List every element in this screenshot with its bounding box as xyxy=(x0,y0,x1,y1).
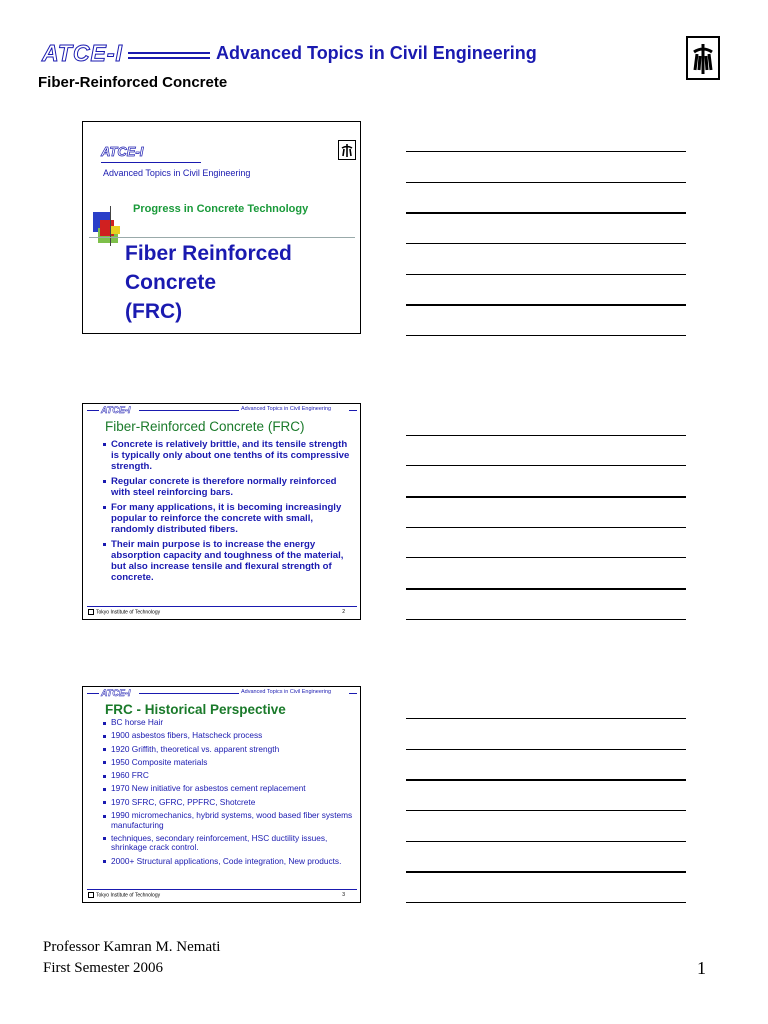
bullet-item: 1950 Composite materials xyxy=(103,758,355,768)
slide-2 xyxy=(82,403,361,620)
page-subtitle: Fiber-Reinforced Concrete xyxy=(38,74,228,91)
slide-header-rule xyxy=(139,410,239,411)
header-rule-bottom xyxy=(128,57,210,59)
bullet-item: Regular concrete is therefore normally reinforced with steel reinforcing bars. xyxy=(103,476,355,498)
slide-footer xyxy=(88,609,160,615)
bullet-item: 1920 Griffith, theoretical vs. apparent strength xyxy=(103,745,355,755)
slide-number: 3 xyxy=(342,892,345,898)
footer-author: Professor Kamran M. Nemati xyxy=(43,939,221,955)
decorative-horizontal-line xyxy=(89,237,355,238)
decorative-square-yellow xyxy=(110,226,120,234)
bullet-item: 1970 New initiative for asbestos cement replacement xyxy=(103,784,355,794)
header-rule-top xyxy=(128,52,210,54)
slide-title xyxy=(125,239,292,326)
slide-footer xyxy=(88,892,160,898)
slide-1 xyxy=(82,121,361,334)
note-line xyxy=(406,557,686,558)
note-line xyxy=(406,588,686,590)
note-line xyxy=(406,619,686,620)
note-line xyxy=(406,212,686,214)
slide-topic: Advanced Topics in Civil Engineering xyxy=(103,168,251,178)
university-emblem-icon xyxy=(686,36,720,80)
institute-logo-icon xyxy=(88,892,94,898)
note-line xyxy=(406,841,686,842)
slide-progress-text: Progress in Concrete Technology xyxy=(133,203,309,215)
note-line xyxy=(406,435,686,436)
bullet-list xyxy=(103,439,355,587)
header-logo-text: ATCE-I xyxy=(42,40,123,66)
slide-heading: Fiber-Reinforced Concrete (FRC) xyxy=(105,419,305,434)
bullet-item: 2000+ Structural applications, Code integration, New products. xyxy=(103,857,355,867)
bullet-item: Their main purpose is to increase the energy absorption capacity and toughness of the material, but also increase tensile and flexural strength of concrete. xyxy=(103,539,355,583)
note-line xyxy=(406,810,686,811)
bullet-list xyxy=(103,718,355,870)
note-line xyxy=(406,749,686,750)
slide-header-rule xyxy=(87,693,99,694)
institute-logo-icon xyxy=(88,609,94,615)
note-line xyxy=(406,151,686,152)
slide-title-line: Concrete xyxy=(125,271,217,294)
bullet-item: 1960 FRC xyxy=(103,771,355,781)
header-title: Advanced Topics in Civil Engineering xyxy=(216,43,537,63)
note-line xyxy=(406,527,686,528)
note-line xyxy=(406,182,686,183)
slide-header-rule xyxy=(139,693,239,694)
note-line xyxy=(406,243,686,244)
bullet-item: 1900 asbestos fibers, Hatscheck process xyxy=(103,731,355,741)
note-line xyxy=(406,871,686,873)
slide-number: 2 xyxy=(342,609,345,615)
slide-logo-text: ATCE-I xyxy=(101,405,131,415)
slide-title-line: (FRC) xyxy=(125,300,183,323)
slide-header-rule xyxy=(349,410,357,411)
page-number: 1 xyxy=(697,958,706,978)
bullet-item: BC horse Hair xyxy=(103,718,355,728)
slide-footer-rule xyxy=(87,889,357,890)
slide-title-line: Fiber Reinforced xyxy=(125,242,292,265)
slide-3 xyxy=(82,686,361,903)
slide-header-rule xyxy=(87,410,99,411)
note-line xyxy=(406,496,686,498)
footer-semester: First Semester 2006 xyxy=(43,960,163,976)
slide-footer-text: Tokyo Institute of Technology xyxy=(96,892,161,898)
note-line xyxy=(406,274,686,275)
bullet-item: 1990 micromechanics, hybrid systems, wood based fiber systems manufacturing xyxy=(103,811,355,830)
note-line xyxy=(406,335,686,336)
bullet-item: 1970 SFRC, GFRC, PPFRC, Shotcrete xyxy=(103,798,355,808)
slide-heading: FRC - Historical Perspective xyxy=(105,702,286,717)
note-line xyxy=(406,779,686,781)
decorative-vertical-line xyxy=(110,206,111,246)
note-line xyxy=(406,718,686,719)
note-line xyxy=(406,465,686,466)
slide-topic: Advanced Topics in Civil Engineering xyxy=(241,406,332,412)
slide-logo-underline xyxy=(101,162,201,163)
university-emblem-icon xyxy=(338,140,356,160)
slide-logo-text: ATCE-I xyxy=(101,144,144,159)
slide-topic: Advanced Topics in Civil Engineering xyxy=(241,689,332,695)
slide-footer-text: Tokyo Institute of Technology xyxy=(96,609,161,615)
slide-footer-rule xyxy=(87,606,357,607)
bullet-item: Concrete is relatively brittle, and its tensile strength is typically only about one tenths of its compressive strength. xyxy=(103,439,355,472)
note-line xyxy=(406,902,686,903)
bullet-item: techniques, secondary reinforcement, HSC ductility issues, shrinkage crack control. xyxy=(103,834,355,853)
bullet-item: For many applications, it is becoming increasingly popular to reinforce the concrete with small, randomly distributed fibers. xyxy=(103,502,355,535)
note-line xyxy=(406,304,686,306)
slide-header-rule xyxy=(349,693,357,694)
slide-logo-text: ATCE-I xyxy=(101,688,131,698)
